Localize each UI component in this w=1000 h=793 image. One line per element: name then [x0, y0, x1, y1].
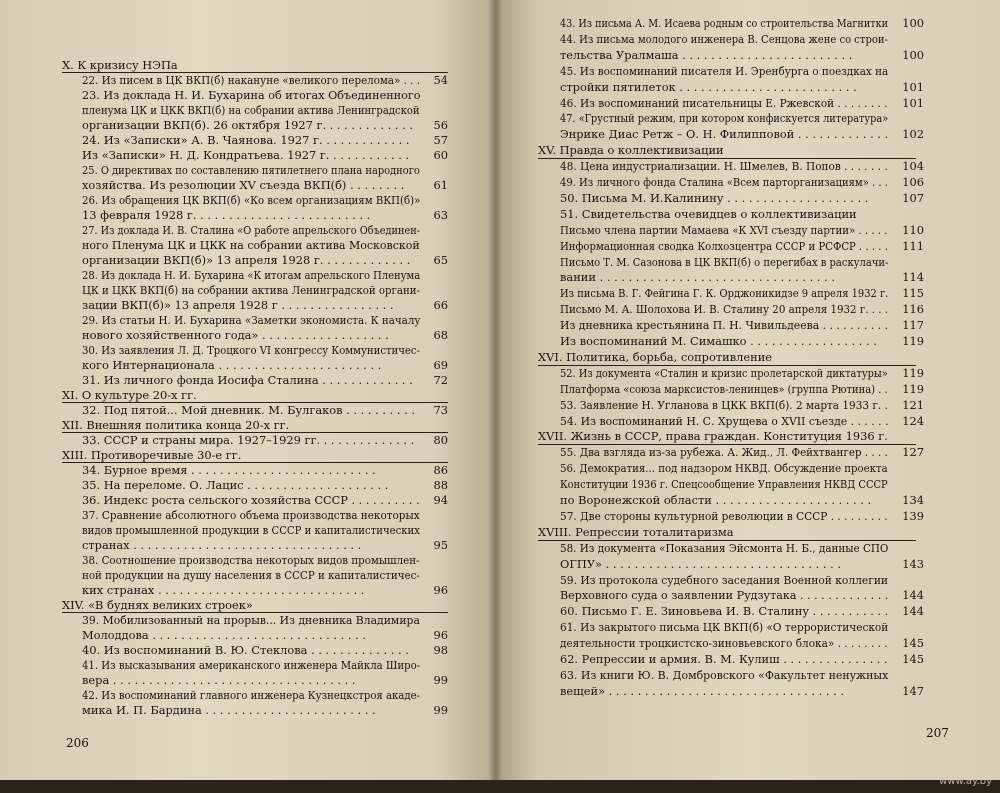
- right-page-number: 207: [926, 726, 949, 740]
- toc-entry-line: 36. Индекс роста сельского хозяйства СССР . . . . . . . . . .: [82, 493, 420, 507]
- toc-entry-line: Платформа «союза марксистов-ленинцев» (группа Рютина) . .: [560, 381, 888, 396]
- toc-page-ref: 66: [433, 298, 448, 312]
- toc-entry-line: 43. Из письма А. М. Исаева родным со строительства Магнитки: [560, 16, 889, 30]
- left-page: [0, 0, 496, 780]
- toc-entry-line: вании . . . . . . . . . . . . . . . . . . . . . . . . . . . . . . . . .: [560, 270, 835, 285]
- toc-entry-line: видов промышленной продукции в СССР и капиталистических: [82, 523, 420, 537]
- toc-entry-line: мика И. П. Бардина . . . . . . . . . . . . . . . . . . . . . . . .: [82, 703, 376, 717]
- section-heading: XIV. «В буднях великих строек»: [62, 598, 253, 612]
- toc-page-ref: 57: [433, 133, 448, 147]
- toc-page-ref: 65: [433, 253, 448, 267]
- toc-entry-line: 32. Под пятой... Мой дневник. М. Булгаков . . . . . . . . . .: [82, 403, 415, 417]
- toc-entry-line: 37. Сравнение абсолютного объема производства некоторых: [82, 508, 420, 522]
- toc-entry-line: вещей» . . . . . . . . . . . . . . . . . . . . . . . . . . . . . . . . .: [560, 683, 845, 698]
- toc-entry-line: 31. Из личного фонда Иосифа Сталина . . . . . . . . . . . . .: [82, 373, 413, 387]
- toc-page-ref: 127: [902, 445, 924, 460]
- toc-entry-line: 38. Соотношение производства некоторых видов промышлен-: [82, 553, 420, 567]
- toc-entry-line: Конституции 1936 г. Спецсообщение Управления НКВД СССР: [560, 477, 888, 492]
- toc-entry-line: Из дневника крестьянина П. Н. Чивильдеева . . . . . . . . . .: [560, 318, 889, 333]
- toc-entry-line: хозяйства. Из резолюции XV съезда ВКП(б) . . . . . . . .: [82, 178, 405, 192]
- toc-entry-line: Верховного суда о заявлении Рудзутака . . . . . . . . . . . . .: [560, 588, 889, 603]
- toc-page-ref: 69: [433, 358, 448, 372]
- toc-page-ref: 119: [902, 381, 924, 396]
- section-heading: XI. О культуре 20-х гг.: [62, 388, 197, 402]
- toc-entry-line: 28. Из доклада Н. И. Бухарина «К итогам апрельского Пленума: [82, 268, 421, 282]
- toc-entry-line: 45. Из воспоминаний писателя И. Эренбурга о поездках на: [560, 63, 889, 78]
- toc-entry-line: 59. Из протокола судебного заседания Военной коллегии: [560, 572, 889, 587]
- watermark: www.ay.by: [939, 776, 992, 787]
- toc-page-ref: 144: [902, 604, 924, 619]
- toc-entry-line: организации ВКП(б). 26 октября 1927 г. . . . . . . . . . . . .: [82, 118, 413, 132]
- toc-entry-line: Письмо М. А. Шолохова И. В. Сталину 20 апреля 1932 г. . . .: [560, 302, 889, 317]
- toc-page-ref: 145: [902, 636, 924, 651]
- toc-page-ref: 96: [433, 583, 448, 597]
- toc-page-ref: 119: [902, 365, 924, 380]
- toc-entry-line: 47. «Грустный режим, при котором конфискуется литература»: [560, 111, 889, 126]
- toc-entry-line: организации ВКП(б)» 13 апреля 1928 г. . . . . . . . . . . . .: [82, 253, 411, 267]
- toc-entry-line: 58. Из документа «Показания Эйсмонта Н. Б., данные СПО: [560, 540, 889, 555]
- toc-entry-line: 54. Из воспоминаний Н. С. Хрущева о XVII съезде . . . . . .: [560, 413, 889, 428]
- toc-entry-line: тельства Уралмаша . . . . . . . . . . . . . . . . . . . . . . . .: [560, 47, 853, 62]
- toc-entry-line: ного Пленума ЦК и ЦКК на собрании актива Московской: [82, 238, 420, 252]
- section-heading: XIII. Противоречивые 30-е гг.: [62, 448, 242, 462]
- section-heading: XVIII. Репрессии тоталитаризма: [538, 524, 734, 539]
- toc-page-ref: 124: [902, 413, 924, 428]
- section-heading: XVII. Жизнь в СССР, права граждан. Конституция 1936 г.: [538, 429, 888, 444]
- toc-entry-line: Молоддова . . . . . . . . . . . . . . . . . . . . . . . . . . . . . .: [82, 628, 366, 642]
- toc-entry-line: 61. Из закрытого письма ЦК ВКП(б) «О террористической: [560, 620, 889, 635]
- toc-entry-line: 60. Письмо Г. Е. Зиновьева И. В. Сталину . . . . . . . . . . .: [560, 604, 889, 619]
- toc-entry-line: 13 февраля 1928 г. . . . . . . . . . . . . . . . . . . . . . . . .: [82, 208, 371, 222]
- toc-page-ref: 95: [433, 538, 448, 552]
- toc-entry-line: по Воронежской области . . . . . . . . . . . . . . . . . . . . . .: [560, 493, 872, 507]
- toc-entry-line: Из письма В. Г. Фейгина Г. К. Орджоникидзе 9 апреля 1932 г.: [560, 286, 889, 301]
- toc-page-ref: 101: [902, 95, 924, 110]
- toc-entry-line: ной продукции на душу населения в СССР и капиталистичес-: [82, 568, 420, 582]
- toc-entry-line: ких странах . . . . . . . . . . . . . . . . . . . . . . . . . . . . .: [82, 583, 365, 597]
- toc-page-ref: 115: [902, 286, 924, 301]
- toc-page-ref: 99: [433, 673, 448, 687]
- toc-entry-line: 48. Цена индустриализации. Н. Шмелев, В. Попов . . . . . . .: [560, 159, 888, 174]
- toc-page-ref: 106: [902, 175, 924, 189]
- toc-entry-line: Энрике Диас Ретж – О. Н. Филипповой . . . . . . . . . . . . .: [560, 127, 889, 142]
- toc-page-ref: 134: [902, 493, 924, 507]
- toc-page-ref: 111: [902, 238, 924, 253]
- toc-entry-line: 26. Из обращения ЦК ВКП(б) «Ко всем организациям ВКП(б)»: [82, 193, 421, 207]
- toc-page-ref: 114: [902, 270, 924, 285]
- section-heading: XVI. Политика, борьба, сопротивление: [538, 349, 773, 364]
- toc-entry-line: 52. Из документа «Сталин и кризис пролетарской диктатуры»: [560, 365, 888, 380]
- toc-entry-line: 53. Заявление Н. Угланова в ЦКК ВКП(б). 2 марта 1933 г. .: [560, 397, 888, 412]
- toc-entry-line: ЦК и ЦКК ВКП(б) на собрании актива Ленинградской органи-: [82, 283, 420, 297]
- toc-page-ref: 121: [902, 397, 924, 412]
- toc-entry-line: 56. Демократия... под надзором НКВД. Обсуждение проекта: [560, 461, 888, 476]
- toc-entry-line: зации ВКП(б)» 13 апреля 1928 г . . . . . . . . . . . . . . . .: [82, 298, 394, 312]
- toc-page-ref: 145: [902, 652, 924, 666]
- toc-entry-line: 49. Из личного фонда Сталина «Всем парторганизациям» . . .: [560, 175, 888, 189]
- toc-page-ref: 73: [433, 403, 448, 417]
- toc-page-ref: 98: [433, 643, 448, 657]
- toc-entry-line: 39. Мобилизованный на прорыв... Из дневника Владимира: [82, 613, 420, 627]
- toc-page-ref: 117: [902, 318, 924, 333]
- toc-page-ref: 99: [433, 703, 448, 717]
- toc-page-ref: 61: [433, 178, 448, 192]
- toc-entry-line: 30. Из заявления Л. Д. Троцкого VI конгрессу Коммунистичес-: [82, 343, 420, 357]
- toc-entry-line: Из «Записки» Н. Д. Кондратьева. 1927 г. . . . . . . . . . . .: [82, 148, 410, 162]
- toc-page-ref: 63: [433, 208, 448, 222]
- toc-page-ref: 144: [902, 588, 924, 603]
- toc-entry-line: кого Интернационала . . . . . . . . . . . . . . . . . . . . . . .: [82, 358, 382, 372]
- toc-entry-line: странах . . . . . . . . . . . . . . . . . . . . . . . . . . . . . . . .: [82, 538, 362, 552]
- toc-page-ref: 102: [902, 127, 924, 142]
- toc-entry-line: Информационная сводка Колхозцентра СССР и РСФСР . . . . .: [560, 238, 888, 253]
- toc-entry-line: пленума ЦК и ЦКК ВКП(б) на собрании актива Ленинградской: [82, 103, 420, 117]
- right-page: [496, 0, 1000, 780]
- section-heading: XV. Правда о коллективизации: [538, 143, 724, 158]
- toc-page-ref: 147: [902, 683, 924, 698]
- toc-entry-line: 24. Из «Записки» А. В. Чаянова. 1927 г. . . . . . . . . . . . .: [82, 133, 410, 147]
- toc-entry-line: 27. Из доклада И. В. Сталина «О работе апрельского Объединен-: [82, 223, 421, 237]
- toc-entry-line: 41. Из высказывания американского инженера Майкла Широ-: [82, 658, 421, 672]
- toc-entry-line: 33. СССР и страны мира. 1927–1929 гг. . . . . . . . . . . . . .: [82, 433, 415, 447]
- toc-entry-line: нового хозяйственного года» . . . . . . . . . . . . . . . . . .: [82, 328, 389, 342]
- left-page-number: 206: [66, 736, 89, 750]
- toc-entry-line: ОГПУ» . . . . . . . . . . . . . . . . . . . . . . . . . . . . . . . . .: [560, 556, 841, 571]
- toc-entry-line: 55. Два взгляда из-за рубежа. А. Жид., Л. Фейхтвангер . . . .: [560, 445, 888, 460]
- toc-entry-line: 46. Из воспоминаний писательницы Е. Ржевской . . . . . . . .: [560, 95, 888, 110]
- toc-page-ref: 101: [902, 79, 924, 94]
- toc-entry-line: 42. Из воспоминаний главного инженера Кузнецкстроя акаде-: [82, 688, 420, 702]
- toc-entry-line: 23. Из доклада Н. И. Бухарина об итогах Объединенного: [82, 88, 421, 102]
- toc-page-ref: 72: [433, 373, 448, 387]
- toc-entry-line: 34. Бурное время . . . . . . . . . . . . . . . . . . . . . . . . . .: [82, 463, 376, 477]
- toc-page-ref: 104: [902, 159, 924, 174]
- toc-page-ref: 80: [433, 433, 448, 447]
- toc-page-ref: 94: [433, 493, 448, 507]
- toc-page-ref: 143: [902, 556, 924, 571]
- toc-page-ref: 116: [902, 302, 924, 317]
- toc-entry-line: 50. Письма М. И.Калинину . . . . . . . . . . . . . . . . . . . .: [560, 190, 869, 205]
- toc-entry-line: 51. Свидетельства очевидцев о коллективизации: [560, 206, 857, 221]
- toc-entry-line: стройки пятилеток . . . . . . . . . . . . . . . . . . . . . . . . .: [560, 79, 857, 94]
- toc-entry-line: деятельности троцкистско-зиновьевского блока» . . . . . . . .: [560, 636, 888, 651]
- toc-page-ref: 86: [433, 463, 448, 477]
- toc-entry-line: 25. О директивах по составлению пятилетнего плана народного: [82, 163, 420, 177]
- toc-page-ref: 107: [902, 190, 924, 205]
- section-heading: XII. Внешняя политика конца 20-х гг.: [62, 418, 290, 432]
- book-spine: [488, 0, 502, 780]
- toc-entry-line: вера . . . . . . . . . . . . . . . . . . . . . . . . . . . . . . . . . .: [82, 673, 356, 687]
- toc-page-ref: 119: [902, 334, 924, 348]
- toc-page-ref: 100: [902, 16, 924, 30]
- toc-page-ref: 60: [433, 148, 448, 162]
- toc-entry-line: Письмо Т. М. Сазонова в ЦК ВКП(б) о перегибах в раскулачи-: [560, 254, 889, 269]
- toc-entry-line: 22. Из писем в ЦК ВКП(б) накануне «великого перелома» . . .: [82, 73, 421, 87]
- toc-entry-line: Из воспоминаний М. Симашко . . . . . . . . . . . . . . . . . .: [560, 334, 877, 348]
- toc-page-ref: 110: [902, 222, 924, 237]
- toc-entry-line: 35. На переломе. О. Лацис . . . . . . . . . . . . . . . . . . . .: [82, 478, 389, 492]
- toc-page-ref: 96: [433, 628, 448, 642]
- toc-entry-line: 62. Репрессии и армия. В. М. Кулиш . . . . . . . . . . . . . . .: [560, 652, 888, 666]
- toc-entry-line: 29. Из статьи Н. И. Бухарина «Заметки экономиста. К началу: [82, 313, 421, 327]
- toc-entry-line: 44. Из письма молодого инженера В. Сенцова жене со строи-: [560, 31, 888, 46]
- toc-entry-line: 57. Две стороны культурной революции в СССР . . . . . . . . .: [560, 508, 888, 523]
- toc-entry-line: 40. Из воспоминаний В. Ю. Стеклова . . . . . . . . . . . . . .: [82, 643, 409, 657]
- section-heading: X. К кризису НЭПа: [62, 58, 178, 72]
- toc-page-ref: 68: [433, 328, 448, 342]
- toc-entry-line: Письмо члена партии Мамаева «К XVI съезду партии» . . . . .: [560, 222, 888, 237]
- toc-page-ref: 139: [902, 508, 924, 523]
- toc-page-ref: 88: [433, 478, 448, 492]
- toc-page-ref: 100: [902, 47, 924, 62]
- toc-page-ref: 56: [433, 118, 448, 132]
- toc-page-ref: 54: [433, 73, 448, 87]
- toc-entry-line: 63. Из книги Ю. В. Домбровского «Факультет ненужных: [560, 667, 889, 682]
